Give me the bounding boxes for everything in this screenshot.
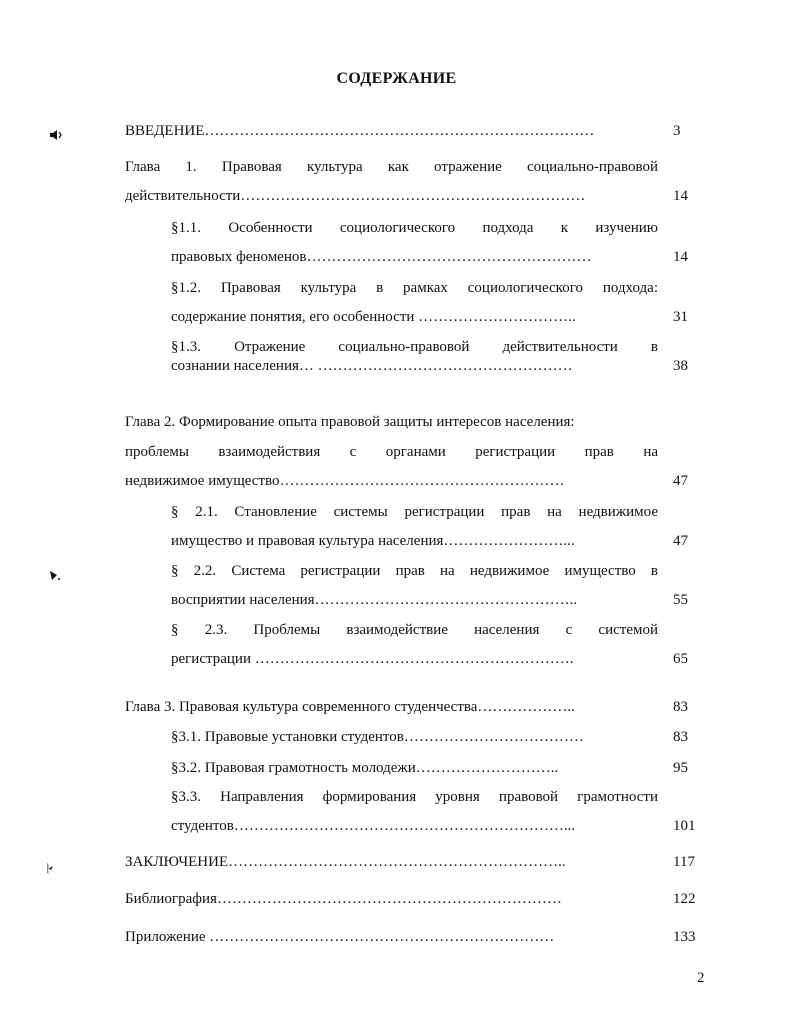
toc-chapter-1-line1[interactable]: Глава 1. Правовая культура как отражение социально-правовой [125, 159, 658, 175]
toc-section-1-2-line1[interactable]: §1.2. Правовая культура в рамках социологического подхода: [171, 280, 658, 296]
toc-section-2-3-page: 65 [673, 651, 688, 667]
toc-section-1-1-page: 14 [673, 249, 688, 265]
toc-section-1-2-page: 31 [673, 309, 688, 325]
toc-chapter-2-line2[interactable]: проблемы взаимодействия с органами регистрации прав на [125, 444, 658, 460]
toc-section-2-3-line1[interactable]: § 2.3. Проблемы взаимодействие населения с системой [171, 622, 658, 638]
toc-section-1-1-line1[interactable]: §1.1. Особенности социологического подхода к изучению [171, 220, 658, 236]
toc-chapter-3[interactable]: Глава 3. Правовая культура современного студенчества……………….. [125, 699, 575, 715]
toc-section-2-1-line1[interactable]: § 2.1. Становление системы регистрации прав на недвижимое [171, 504, 658, 520]
toc-section-3-1[interactable]: §3.1. Правовые установки студентов……………………………… [171, 729, 584, 745]
page-number: 2 [697, 970, 705, 986]
toc-bibliography-page: 122 [673, 891, 696, 907]
toc-conclusion-page: 117 [673, 854, 695, 870]
toc-section-2-2-line1[interactable]: § 2.2. Система регистрации прав на недвижимое имущество в [171, 563, 658, 579]
toc-section-3-3-page: 101 [673, 818, 696, 834]
toc-chapter-1-line2[interactable]: действительности…………………………………………………………… [125, 188, 586, 204]
toc-chapter-2-page: 47 [673, 473, 688, 489]
toc-section-3-3-line1[interactable]: §3.3. Направления формирования уровня правовой грамотности [171, 789, 658, 805]
toc-chapter-2-line1[interactable]: Глава 2. Формирование опыта правовой защиты интересов населения: [125, 414, 575, 430]
scan-mark-icon [48, 568, 62, 582]
toc-section-1-1-line2[interactable]: правовых феноменов………………………………………………… [171, 249, 592, 265]
toc-section-3-3-line2[interactable]: студентов…………………………………………………………... [171, 818, 576, 834]
toc-conclusion[interactable]: ЗАКЛЮЧЕНИЕ………………………………………………………….. [125, 854, 566, 870]
toc-section-3-2[interactable]: §3.2. Правовая грамотность молодежи……………………….. [171, 760, 559, 776]
page-title: СОДЕРЖАНИЕ [336, 70, 457, 87]
speaker-mark-icon [48, 128, 62, 142]
toc-intro-page: 3 [673, 123, 681, 139]
toc-appendix[interactable]: Приложение …………………………………………………………… [125, 929, 555, 945]
toc-bibliography[interactable]: Библиография…………………………………………………………… [125, 891, 562, 907]
toc-section-1-3-line1[interactable]: §1.3. Отражение социально-правовой действительности в [171, 339, 658, 355]
toc-section-2-3-line2[interactable]: регистрации ………………………………………………………. [171, 651, 574, 667]
toc-intro[interactable]: ВВЕДЕНИЕ…………………………………………………………………… [125, 123, 595, 139]
toc-section-2-2-page: 55 [673, 592, 688, 608]
toc-section-2-1-page: 47 [673, 533, 688, 549]
toc-section-2-2-line2[interactable]: восприятии населения…………………………………………….. [171, 592, 578, 608]
toc-section-1-3-page: 38 [673, 358, 688, 374]
toc-chapter-3-page: 83 [673, 699, 688, 715]
toc-section-1-2-line2[interactable]: содержание понятия, его особенности ………………………….. [171, 309, 576, 325]
toc-section-2-1-line2[interactable]: имущество и правовая культура населения……………………... [171, 533, 575, 549]
toc-chapter-1-page: 14 [673, 188, 688, 204]
toc-section-3-1-page: 83 [673, 729, 688, 745]
toc-section-1-3-line2[interactable]: сознании населения… …………………………………………… [171, 358, 573, 374]
scan-mark-icon [44, 862, 58, 876]
toc-section-3-2-page: 95 [673, 760, 688, 776]
toc-appendix-page: 133 [673, 929, 696, 945]
toc-chapter-2-line3[interactable]: недвижимое имущество………………………………………………… [125, 473, 565, 489]
